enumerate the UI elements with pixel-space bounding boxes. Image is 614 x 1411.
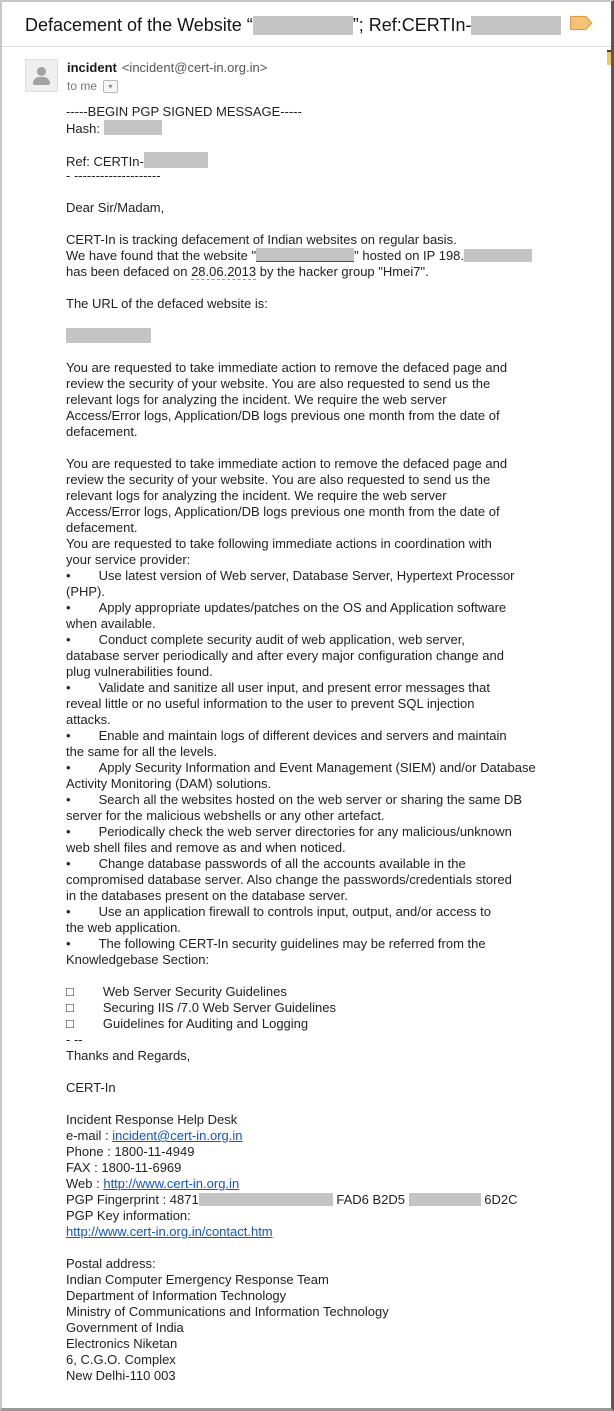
text: server for the malicious webshells or any other artefact. — [66, 808, 385, 823]
body-line — [66, 1096, 607, 1112]
body-line — [66, 584, 607, 600]
blank-line — [66, 344, 70, 359]
body-line — [66, 1144, 607, 1160]
text: You are requested to take following immediate actions in coordination with — [66, 536, 492, 551]
show-details-button[interactable] — [103, 80, 118, 93]
text: PGP Key information: — [66, 1208, 191, 1223]
body-line — [66, 920, 607, 936]
text: plug vulnerabilities found. — [66, 664, 213, 679]
redacted-link[interactable] — [256, 248, 354, 262]
text: Defacement of the Website “ — [25, 15, 253, 35]
sender-info — [67, 59, 267, 93]
body-line — [66, 680, 607, 696]
person-icon-shoulders — [33, 77, 50, 85]
body-line — [66, 248, 607, 264]
body-line — [66, 1064, 607, 1080]
text: We have found that the website " — [66, 248, 257, 263]
body-line — [66, 1160, 607, 1176]
redacted-text — [471, 16, 561, 35]
body-line — [66, 1112, 607, 1128]
body-line — [66, 1176, 607, 1192]
text: when available. — [66, 616, 156, 631]
text: Indian Computer Emergency Response Team — [66, 1272, 329, 1287]
text: □ — [66, 984, 74, 999]
text: Periodically check the web server directories for any malicious/unknown — [98, 824, 512, 839]
text: (PHP). — [66, 584, 105, 599]
body-line — [66, 1272, 607, 1288]
body-line — [66, 1240, 607, 1256]
body-line — [66, 1256, 607, 1272]
body-line — [66, 600, 607, 616]
text: Electronics Niketan — [66, 1336, 178, 1351]
body-line — [66, 424, 607, 440]
blank-line — [66, 136, 70, 151]
blank-line — [66, 216, 70, 231]
body-line — [66, 1048, 607, 1064]
blank-line — [66, 1096, 70, 1111]
text: by the hacker group "Hmei7". — [256, 264, 429, 279]
text: Enable and maintain logs of different devices and servers and maintain — [98, 728, 507, 743]
text: • — [66, 728, 71, 743]
text: Activity Monitoring (DAM) solutions. — [66, 776, 272, 791]
detected-date[interactable]: 28.06.2013 — [191, 264, 257, 279]
text: Postal address: — [66, 1256, 156, 1271]
text: relevant logs for analyzing the incident. We require the web server — [66, 488, 447, 503]
text: - -- — [66, 1032, 83, 1047]
link[interactable]: incident@cert-in.org.in — [112, 1128, 243, 1143]
body-line — [66, 392, 607, 408]
body-line — [66, 856, 607, 872]
text: Knowledgebase Section: — [66, 952, 210, 967]
body-line — [66, 968, 607, 984]
body-line — [66, 568, 607, 584]
text: • — [66, 632, 71, 647]
text: • — [66, 600, 71, 615]
body-line — [66, 440, 607, 456]
text: CERT-In — [66, 1080, 116, 1095]
body-line — [66, 264, 607, 280]
text: Use an application firewall to controls input, output, and/or access to — [98, 904, 491, 919]
text: Access/Error logs, Application/DB logs previous one month from the date of — [66, 504, 500, 519]
body-line — [66, 472, 607, 488]
body-line — [66, 648, 607, 664]
text: You are requested to take immediate action to remove the defaced page and — [66, 456, 508, 471]
body-line — [66, 1000, 607, 1016]
sender-row — [2, 47, 611, 93]
body-line — [66, 1032, 607, 1048]
text: Search all the websites hosted on the web server or sharing the same DB — [98, 792, 523, 807]
text: -----BEGIN PGP SIGNED MESSAGE----- — [66, 104, 302, 119]
person-icon — [37, 67, 46, 76]
body-line — [66, 936, 607, 952]
body-line — [66, 120, 607, 136]
text: Ministry of Communications and Information Technology — [66, 1304, 389, 1319]
text: compromised database server. Also change the passwords/credentials stored — [66, 872, 512, 887]
redacted-text — [104, 120, 162, 135]
text: Apply Security Information and Event Management (SIEM) and/or Database — [98, 760, 536, 775]
body-line — [66, 664, 607, 680]
text: e-mail : — [66, 1128, 113, 1143]
star-icon[interactable] — [607, 50, 611, 65]
body-line — [66, 792, 607, 808]
text: Web : — [66, 1176, 104, 1191]
text: FAD6 B2D5 — [332, 1192, 409, 1207]
body-line — [66, 312, 607, 328]
subject-row — [2, 2, 611, 46]
link[interactable]: http://www.cert-in.org.in — [103, 1176, 240, 1191]
text: defacement. — [66, 520, 138, 535]
body-line — [66, 904, 607, 920]
text: FAX : 1800-11-6969 — [66, 1160, 182, 1175]
body-line — [66, 152, 607, 168]
text: 6, C.G.O. Complex — [66, 1352, 176, 1367]
body-line — [66, 184, 607, 200]
text: Use latest version of Web server, Database Server, Hypertext Processor — [98, 568, 515, 583]
redacted-text — [66, 328, 151, 343]
text: Validate and sanitize all user input, and present error messages that — [98, 680, 490, 695]
chevron-down-icon: ▾ — [108, 81, 113, 91]
body-line — [66, 888, 607, 904]
blank-line — [66, 968, 70, 983]
body-line — [66, 744, 607, 760]
text: • — [66, 936, 71, 951]
text: □ — [66, 1000, 74, 1015]
label-icon[interactable] — [570, 15, 593, 36]
body-line — [66, 1288, 607, 1304]
body-line — [66, 1192, 607, 1208]
body-line — [66, 280, 607, 296]
text: The URL of the defaced website is: — [66, 296, 268, 311]
text: • — [66, 568, 71, 583]
body-line — [66, 984, 607, 1000]
text: Conduct complete security audit of web application, web server, — [98, 632, 465, 647]
body-line — [66, 1128, 607, 1144]
blank-line — [66, 280, 70, 295]
blank-line — [66, 440, 70, 455]
text: " hosted on IP 198. — [354, 248, 465, 263]
body-line — [66, 728, 607, 744]
text: Phone : 1800-11-4949 — [66, 1144, 195, 1159]
body-line — [66, 296, 607, 312]
sender-name: incident — [67, 60, 117, 75]
text: ”; Ref:CERTIn- — [352, 15, 472, 35]
blank-line — [66, 1064, 70, 1079]
body-line — [66, 872, 607, 888]
body-line — [66, 696, 607, 712]
body-line — [66, 840, 607, 856]
text: New Delhi-110 003 — [66, 1368, 176, 1383]
text: Dear Sir/Madam, — [66, 200, 165, 215]
body-line — [66, 760, 607, 776]
text: Ref: CERTIn- — [66, 154, 144, 169]
body-line — [66, 1320, 607, 1336]
body-line — [66, 1224, 607, 1240]
body-line — [66, 136, 607, 152]
text: in the databases present on the database server. — [66, 888, 348, 903]
body-line — [66, 232, 607, 248]
body-line — [66, 1304, 607, 1320]
blank-line — [66, 184, 70, 199]
body-line — [66, 408, 607, 424]
text: review the security of your website. You are also requested to send us the — [66, 376, 491, 391]
redacted-text — [199, 1193, 333, 1206]
body-line — [66, 360, 607, 376]
body-line — [66, 1208, 607, 1224]
body-line — [66, 488, 607, 504]
body-line — [66, 808, 607, 824]
text: Hash: — [66, 121, 104, 136]
blank-line — [66, 1240, 70, 1255]
text: Web Server Security Guidelines — [102, 984, 287, 999]
body-line — [66, 520, 607, 536]
text: PGP Fingerprint : 4871 — [66, 1192, 199, 1207]
text: Government of India — [66, 1320, 184, 1335]
text: attacks. — [66, 712, 111, 727]
email-body — [2, 93, 611, 1384]
text: Securing IIS /7.0 Web Server Guidelines — [102, 1000, 337, 1015]
text: • — [66, 904, 71, 919]
body-line — [66, 504, 607, 520]
body-line — [66, 776, 607, 792]
body-line — [66, 616, 607, 632]
body-line — [66, 536, 607, 552]
text: relevant logs for analyzing the incident. We require the web server — [66, 392, 447, 407]
text: - -------------------- — [66, 168, 161, 183]
redacted-text — [144, 152, 208, 168]
text: Change database passwords of all the accounts available in the — [98, 856, 466, 871]
text: web shell files and remove as and when noticed. — [66, 840, 346, 855]
body-line — [66, 1368, 607, 1384]
text: • — [66, 792, 71, 807]
body-line — [66, 1336, 607, 1352]
text: Department of Information Technology — [66, 1288, 287, 1303]
email-subject — [25, 13, 570, 37]
body-line — [66, 952, 607, 968]
body-line — [66, 200, 607, 216]
text: CERT-In is tracking defacement of Indian websites on regular basis. — [66, 232, 457, 247]
redacted-text — [409, 1193, 481, 1206]
body-line — [66, 456, 607, 472]
text: defacement. — [66, 424, 138, 439]
blank-line — [66, 312, 70, 327]
body-line — [66, 328, 607, 344]
body-line — [66, 216, 607, 232]
recipient-line — [67, 79, 267, 93]
body-line — [66, 376, 607, 392]
text: Guidelines for Auditing and Logging — [102, 1016, 309, 1031]
text: The following CERT-In security guidelines may be referred from the — [98, 936, 486, 951]
body-line — [66, 168, 607, 184]
body-line — [66, 824, 607, 840]
link[interactable]: http://www.cert-in.org.in/contact.htm — [66, 1224, 273, 1239]
text: • — [66, 824, 71, 839]
body-line — [66, 1080, 607, 1096]
text: Apply appropriate updates/patches on the OS and Application software — [98, 600, 507, 615]
text: Access/Error logs, Application/DB logs previous one month from the date of — [66, 408, 500, 423]
text: the same for all the levels. — [66, 744, 218, 759]
text: your service provider: — [66, 552, 191, 567]
body-line — [66, 712, 607, 728]
text: • — [66, 760, 71, 775]
text: 6D2C — [480, 1192, 518, 1207]
body-line — [66, 1016, 607, 1032]
body-line — [66, 552, 607, 568]
text: You are requested to take immediate action to remove the defaced page and — [66, 360, 508, 375]
body-line — [66, 632, 607, 648]
sender-email: <incident@cert-in.org.in> — [121, 60, 268, 75]
redacted-text — [464, 249, 532, 262]
body-line — [66, 344, 607, 360]
redacted-text — [253, 16, 353, 35]
text: review the security of your website. You are also requested to send us the — [66, 472, 491, 487]
text: □ — [66, 1016, 74, 1031]
body-line — [66, 104, 607, 120]
text: • — [66, 856, 71, 871]
text: database server periodically and after every major configuration change and — [66, 648, 504, 663]
text: Incident Response Help Desk — [66, 1112, 238, 1127]
text: • — [66, 680, 71, 695]
sender-line — [67, 60, 267, 75]
body-line — [66, 1352, 607, 1368]
avatar — [25, 59, 58, 92]
text: reveal little or no useful information to the user to prevent SQL injection — [66, 696, 475, 711]
text: the web application. — [66, 920, 181, 935]
to-me-label: to me — [67, 79, 98, 93]
text: has been defaced on — [66, 264, 192, 279]
text: Thanks and Regards, — [66, 1048, 191, 1063]
